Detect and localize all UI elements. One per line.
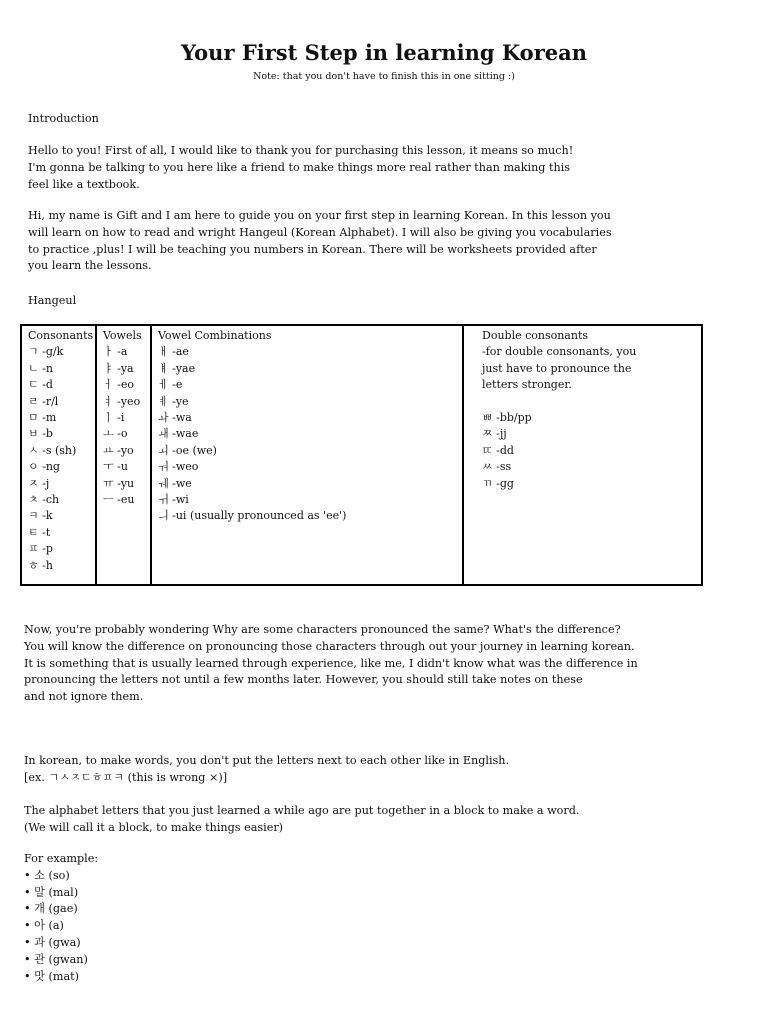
double-consonant-item: ㅉ -jj	[482, 427, 507, 441]
vowel-combination-item: ㅘ -wa	[158, 411, 192, 425]
double-consonants-heading: Double consonants	[482, 329, 589, 342]
word-building-paragraph: In korean, to make words, you don't put the letters next to each other like in English. [ex. ㄱㅅㅈㄷㅎㅍㅋ (this is wrong ×)]	[24, 754, 510, 784]
double-consonants-note: letters stronger.	[482, 378, 572, 392]
consonant-item: ㄱ -g/k	[28, 345, 64, 359]
block-paragraph: The alphabet letters that you just learned a while ago are put together in a block to make a word. (We will call it a block, to make things easier)	[24, 804, 580, 834]
consonant-item: ㅈ -j	[28, 476, 50, 490]
consonants-column	[21, 325, 96, 585]
vowel-item: ㅜ -u	[103, 460, 128, 474]
double-consonants-column	[463, 325, 702, 585]
vowel-combination-item: ㅐ -ae	[158, 345, 189, 359]
vowel-combination-item: ㅞ -we	[158, 476, 192, 490]
list-item: • 소 (so)	[24, 868, 70, 882]
examples-heading: For example:	[24, 852, 99, 865]
double-consonants-note: just have to pronounce the	[482, 361, 632, 375]
list-item: • 맛 (mat)	[24, 969, 80, 983]
vowel-item: ㅗ -o	[103, 427, 128, 441]
vowel-combination-item: ㅔ -e	[158, 378, 183, 392]
vowel-item: ㅓ -eo	[103, 378, 134, 392]
vowel-combination-item: ㅙ -wae	[158, 427, 199, 441]
examples-list	[24, 851, 724, 985]
double-consonant-item: ㄲ -gg	[482, 476, 514, 490]
consonant-item: ㅎ -h	[28, 558, 53, 572]
intro-heading: Introduction	[28, 112, 99, 125]
vowel-item: ㅛ -yo	[103, 443, 134, 457]
vowel-combination-item: ㅢ -ui (usually pronounced as 'ee')	[158, 509, 347, 523]
vowel-item: ㅣ -i	[103, 411, 125, 425]
list-item: • 아 (a)	[24, 919, 64, 933]
consonant-item: ㅋ -k	[28, 509, 53, 523]
vowel-combination-item: ㅝ -weo	[158, 460, 199, 474]
consonant-item: ㄴ -n	[28, 361, 53, 375]
pronunciation-paragraph: Now, you're probably wondering Why are some characters pronounced the same? What's the difference? You will know the difference on pronouncing those characters through out your journey in learning korean. It is something that is usually learned through experience, like me, I didn't know what was the difference in pronouncing the letters not until a few months later. However, you should still take notes on these and not ignore them.	[24, 623, 638, 704]
hangeul-heading: Hangeul	[28, 294, 77, 307]
consonant-item: ㅊ -ch	[28, 493, 60, 507]
intro-paragraph-thanks: Hello to you! First of all, I would like to thank you for purchasing this lesson, it means so much! I'm gonna be talking to you here like a friend to make things more real rather than making this feel like a textbook.	[28, 144, 574, 191]
vowel-item: ㅠ -yu	[103, 476, 135, 490]
consonant-item: ㄹ -r/l	[28, 394, 59, 408]
vowels-heading: Vowels	[103, 329, 142, 342]
vowel-item: ㅕ -yeo	[103, 394, 141, 408]
vowel-combination-item: ㅖ -ye	[158, 394, 189, 408]
vowel-combination-item: ㅚ -oe (we)	[158, 443, 217, 457]
hangeul-table	[20, 324, 703, 586]
double-consonant-item: ㄸ -dd	[482, 443, 514, 457]
vowel-combination-item: ㅒ -yae	[158, 361, 196, 375]
consonant-item: ㅇ -ng	[28, 460, 60, 474]
vowel-combinations-column	[151, 325, 463, 585]
consonant-item: ㄷ -d	[28, 378, 53, 392]
vowel-item: ㅡ -eu	[103, 493, 135, 507]
consonant-item: ㅂ -b	[28, 427, 53, 441]
vowel-combination-item: ㅟ -wi	[158, 493, 189, 507]
document-subtitle: Note: that you don't have to finish this in one sitting :)	[253, 71, 515, 82]
consonant-item: ㅍ -p	[28, 542, 53, 556]
consonant-item: ㅌ -t	[28, 525, 51, 539]
list-item: • 개 (gae)	[24, 902, 78, 916]
vowel-item: ㅏ -a	[103, 345, 128, 359]
intro-paragraph-about: Hi, my name is Gift and I am here to guide you on your first step in learning Korean. In this lesson you will learn on how to read and wright Hangeul (Korean Alphabet). I will also be giving you vocabularies to practice ,plus! I will be teaching you numbers in Korean. There will be worksheets provided after you learn the lessons.	[28, 209, 612, 273]
double-consonant-item: ㅆ -ss	[482, 460, 512, 474]
double-consonant-item: ㅃ -bb/pp	[482, 411, 532, 425]
list-item: • 관 (gwan)	[24, 952, 88, 966]
vowel-combinations-heading: Vowel Combinations	[158, 329, 272, 342]
list-item: • 과 (gwa)	[24, 935, 81, 949]
consonant-item: ㅅ -s (sh)	[28, 443, 77, 457]
vowels-column	[96, 325, 151, 585]
vowel-item: ㅑ -ya	[103, 361, 134, 375]
double-consonants-note: -for double consonants, you	[482, 345, 637, 359]
consonants-heading: Consonants	[28, 329, 94, 342]
document-title: Your First Step in learning Korean	[181, 40, 587, 65]
consonant-item: ㅁ -m	[28, 411, 57, 425]
list-item: • 말 (mal)	[24, 885, 79, 899]
